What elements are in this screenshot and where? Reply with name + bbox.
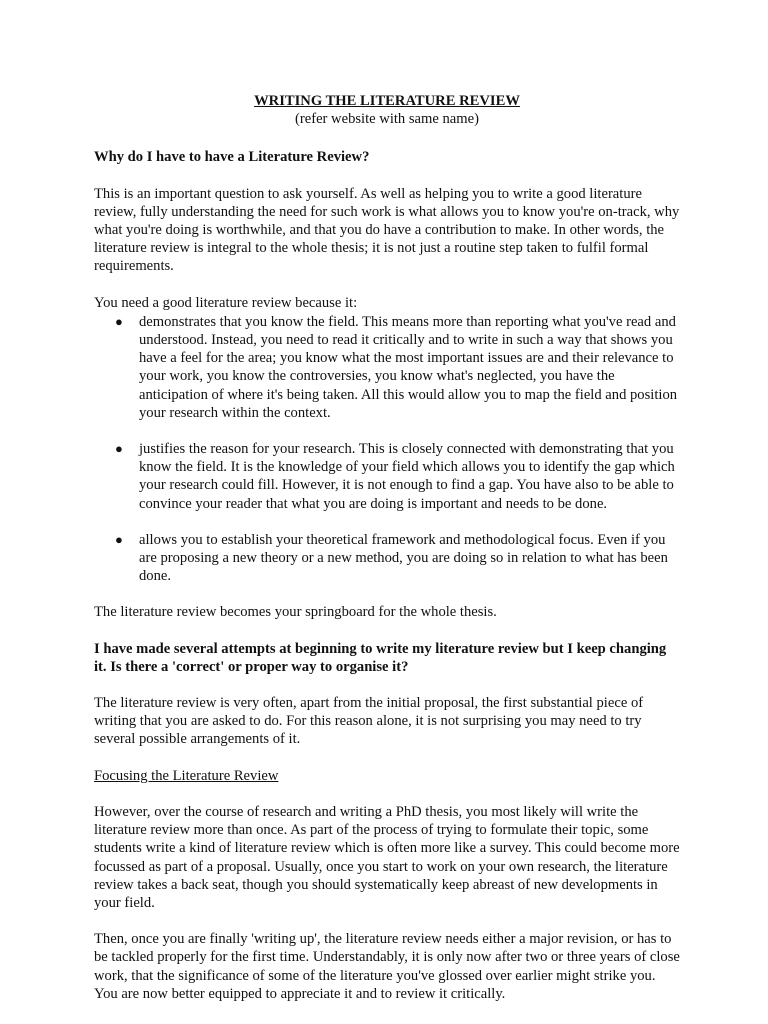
paragraph-phd-course: However, over the course of research and writing a PhD thesis, you most likely will write the literature review more than once. As part of the process of trying to formulate their topic, some students write a kind of literature review which is often more like a survey. This could become more focussed as part of a proposal. Usually, once you start to work on your own research, the literature review takes a back seat, though you should systematically keep abreast of new developments in your field. [94,803,680,911]
bullet-icon: ● [115,313,123,329]
bullet-list [94,313,680,586]
list-item-text: allows you to establish your theoretical framework and methodological focus. Even if you are proposing a new theory or a new method, you are doing so in relation to what has been done. [139,531,668,585]
bullet-icon: ● [115,441,123,457]
document-subtitle: (refer website with same name) [295,111,479,128]
paragraph-writing-up: Then, once you are finally 'writing up', the literature review needs either a major revision, or has to be tackled properly for the first time. Understandably, it is only now after two or three years of close work, that the significance of some of the literature you've glossed over earlier might strike you. You are now better equipped to appreciate it and to review it critically. [94,931,680,1002]
bullet-intro: You need a good literature review because it: [94,294,358,311]
document-page [94,92,680,1021]
paragraph-importance: This is an important question to ask yourself. As well as helping you to write a good literature review, fully understanding the need for such work is what allows you to know you're on-track, why what you're doing is worthwhile, and that you do have a contribution to make. In other words, the literature review is integral to the whole thesis; it is not just a routine step taken to fulfil formal requirements. [94,185,680,275]
subheading-focusing: Focusing the Literature Review [94,767,279,784]
paragraph-first-writing: The literature review is very often, apart from the initial proposal, the first substantial piece of writing that you are asked to do. For this reason alone, it is not surprising you may need to try several possible arrangements of it. [94,695,644,748]
section-heading-why: Why do I have to have a Literature Review? [94,149,370,166]
list-item-text: demonstrates that you know the field. This means more than reporting what you've read and understood. Instead, you need to read it critically and to write in such a way that shows you have a feel for the area; you know what the most important issues are and their relevance to your work, you know the controversies, you know what's neglected, you have the anticipation of where it's being taken. All this would allow you to map the field and position your research within the context. [139,313,678,421]
list-item [94,531,680,586]
list-item [94,440,680,513]
section-heading-organise: I have made several attempts at beginning to write my literature review but I keep changing it. Is there a 'correct' or proper way to organise it? [94,640,667,675]
document-title: WRITING THE LITERATURE REVIEW [254,93,520,109]
list-item [94,313,680,422]
paragraph-springboard: The literature review becomes your springboard for the whole thesis. [94,604,497,621]
list-item-text: justifies the reason for your research. This is closely connected with demonstrating that you know the field. It is the knowledge of your field which allows you to identify the gap which your research could fill. However, it is not enough to find a gap. You have also to be able to convince your reader that what you are doing is important and needs to be done. [139,441,675,512]
bullet-icon: ● [115,531,123,547]
